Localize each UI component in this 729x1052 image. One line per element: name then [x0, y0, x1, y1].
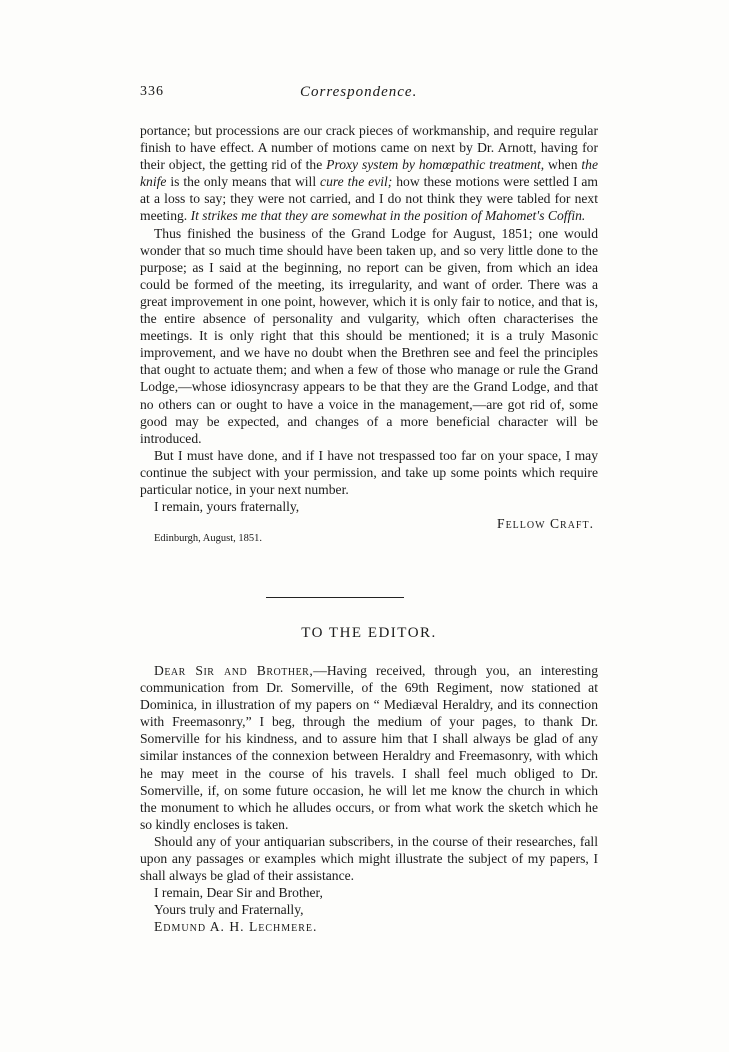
paragraph-continued [140, 122, 598, 225]
text-run: how these motions were settled I am at a loss to say; they were not carried, and I do not think they were tabled for next meeting. [140, 174, 599, 224]
place-date: Edinburgh, August, 1851. [154, 533, 263, 545]
paragraph [140, 662, 598, 833]
italic-run: the knife [140, 157, 598, 190]
closing-line: I remain, yours fraternally, [154, 499, 300, 515]
running-title: Correspondence. [300, 84, 418, 100]
text-run: portance; but processions are our crack pieces of workmanship, and require regular finish to have effect. A number of motions came on next by Dr. Arnott, having for their object, the getting rid of the [140, 123, 598, 173]
italic-run: Proxy system by homœpathic treatment [326, 157, 541, 173]
section-heading: TO THE EDITOR. [301, 625, 437, 641]
salutation: Dear Sir and Brother, [154, 663, 314, 678]
signature: Edmund A. H. Lechmere. [154, 919, 318, 935]
signature: Fellow Craft. [497, 516, 594, 532]
text-run: , when [540, 157, 582, 173]
page-number: 336 [140, 84, 164, 99]
closing-line: Yours truly and Fraternally, [154, 902, 304, 918]
paragraph: Should any of your antiquarian subscribers, in the course of their researches, fall upon any passages or examples which might illustrate the subject of my papers, I shall always be glad of their assistance. [140, 833, 598, 884]
letter-fellow-craft [140, 122, 598, 545]
closing-line: I remain, Dear Sir and Brother, [154, 885, 323, 901]
italic-run: It strikes me that they are somewhat in the position of Mahomet's Coffin. [190, 208, 586, 224]
paragraph: But I must have done, and if I have not trespassed too far on your space, I may continue the subject with your permission, and take up some points which require particular notice, in your next number. [140, 447, 598, 497]
paragraph: Thus finished the business of the Grand Lodge for August, 1851; one would wonder that so much time should have been taken up, and so very little done to the purpose; as I said at the beginning, no report can be given, from which an idea could be formed of the meeting, its irregularity, and want of order. There was a great improvement in one point, however, which it is only fair to notice, and that is, the entire absence of personality and vulgarity, which often characterises the meetings. It is only right that this should be mentioned; it is a truly Masonic improvement, and we have no doubt when the Brethren see and feel the principles that ought to actuate them; and when a few of those who manage or rule the Grand Lodge,—whose idiosyncrasy appears to be that they are the Grand Lodge, and that no others can or ought to have a voice in the management,—are got rid of, some good may be expected, and changes of a more beneficial character will be introduced. [140, 225, 598, 446]
text-run: —Having received, through you, an interesting communication from Dr. Somerville, of the 69th Regiment, now stationed at Dominica, in illustration of my papers on “ Mediæval Heraldry, and its connection with Freemasonry,” I beg, through the medium of your pages, to thank Dr. Somerville for his kindness, and to assure him that I shall always be glad of any similar instances of the connexion between Heraldry and Freemasonry, with which he may meet in the course of his travels. I shall feel much obliged to Dr. Somerville, if, on some future occasion, he will let me know the church in which the monument to which he alludes occurs, or from what work the sketch which he so kindly encloses is taken. [140, 663, 599, 832]
page-header [140, 84, 600, 106]
italic-run: cure the evil; [320, 174, 393, 190]
letter-lechmere [140, 662, 598, 936]
text-run: is the only means that will [166, 174, 321, 190]
section-divider [266, 597, 404, 598]
